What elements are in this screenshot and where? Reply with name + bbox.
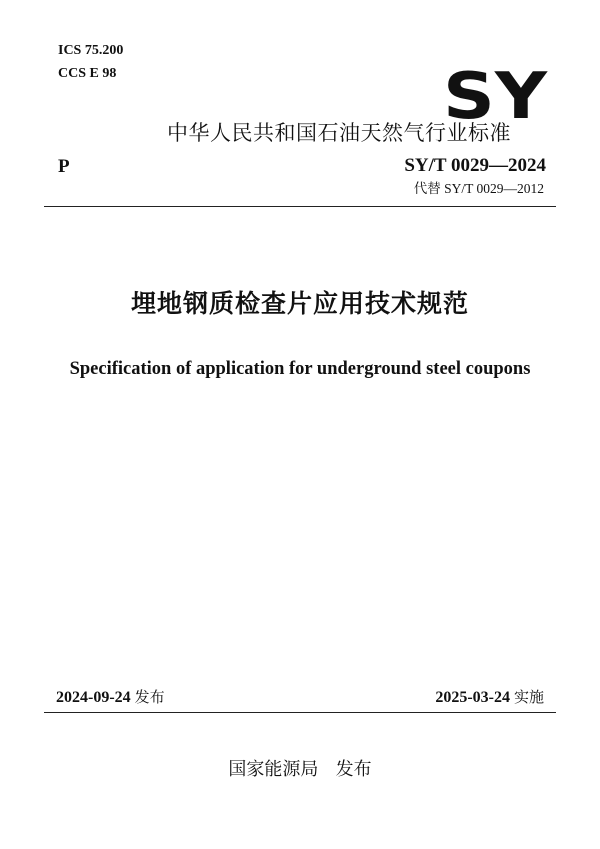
sy-logo-text: SY	[443, 66, 548, 120]
standard-organization: 中华人民共和国石油天然气行业标准	[167, 121, 511, 145]
issuer-name: 国家能源局	[228, 759, 319, 780]
implement-date: 2025-03-24	[435, 689, 510, 706]
publish-date: 2024-09-24	[56, 689, 131, 706]
replaces-standard: 代替 SY/T 0029—2012	[413, 181, 544, 196]
implement-label: 实施	[513, 688, 544, 706]
issuer-action: 发布	[335, 759, 372, 780]
ics-code: ICS 75.200	[58, 43, 124, 58]
publish-label: 发布	[134, 688, 165, 706]
bottom-divider	[44, 712, 556, 713]
implement-date-line	[435, 687, 544, 708]
top-divider	[44, 206, 556, 207]
issuer-line	[0, 758, 600, 782]
sy-logo	[442, 66, 548, 120]
publish-date-line	[56, 687, 165, 708]
standard-category: P	[58, 156, 70, 177]
ccs-code: CCS E 98	[58, 66, 117, 81]
title-english: Specification of application for underground steel coupons	[69, 359, 531, 379]
title-chinese: 埋地钢质检查片应用技术规范	[130, 289, 469, 318]
standard-number: SY/T 0029—2024	[404, 155, 546, 176]
